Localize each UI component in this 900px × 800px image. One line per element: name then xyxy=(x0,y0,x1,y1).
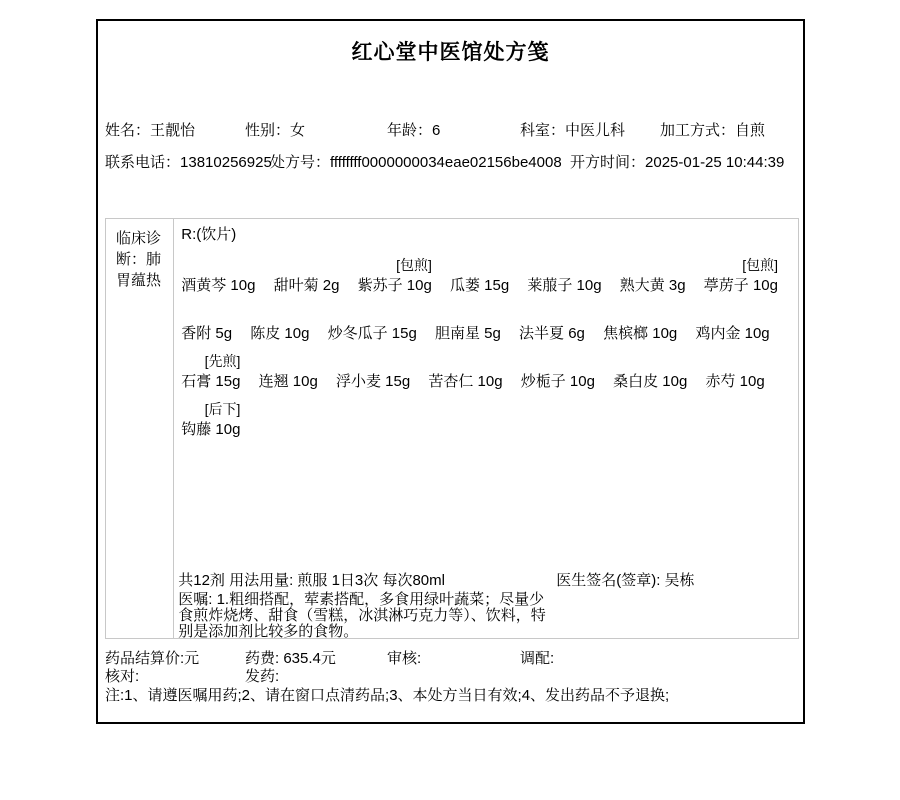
herb-decoction-note xyxy=(521,351,595,371)
herb-item xyxy=(603,303,677,345)
patient-dept-field xyxy=(520,119,625,140)
herb-item xyxy=(181,303,232,345)
herb-item xyxy=(250,303,309,345)
herb-decoction-note xyxy=(620,255,686,275)
herb-name-dose: 炒栀子 10g xyxy=(520,373,595,390)
patient-dept-label: 科室： xyxy=(520,122,566,139)
herb-decoction-note xyxy=(181,303,232,323)
herb-name-dose: 葶苈子 10g xyxy=(703,277,778,294)
patient-dept-value: 中医儿科 xyxy=(565,122,626,139)
check-field: 核对: xyxy=(105,668,140,685)
herb-name-dose: 赤芍 10g xyxy=(705,373,765,390)
diagnosis-label: 临床诊断： xyxy=(116,230,162,268)
herb-decoction-note xyxy=(435,303,501,323)
herb-item xyxy=(521,351,595,393)
prescription-body xyxy=(174,219,798,638)
herb-item xyxy=(527,255,601,297)
herb-decoction-note: [后下] xyxy=(204,401,241,417)
herb-decoction-note xyxy=(603,303,677,323)
patient-age-field xyxy=(387,119,440,140)
herb-row xyxy=(181,399,792,441)
herb-item xyxy=(181,399,240,441)
herb-decoction-note xyxy=(274,255,340,275)
herb-name-dose: 浮小麦 15g xyxy=(335,373,411,390)
settlement-price: 药品结算价:元 xyxy=(105,650,200,667)
herb-item xyxy=(695,303,769,345)
herb-decoction-note xyxy=(695,303,769,323)
patient-name-value: 王靓怡 xyxy=(150,122,196,139)
herb-decoction-note xyxy=(428,351,502,371)
herb-name-dose: 熟大黄 3g xyxy=(619,277,686,294)
herb-name-dose: 炒冬瓜子 15g xyxy=(327,325,417,342)
herb-name-dose: 鸡内金 10g xyxy=(695,325,770,342)
prescription-time-field xyxy=(570,151,784,172)
prescription-footer-block xyxy=(178,572,794,640)
herb-name-dose: 酒黄芩 10g xyxy=(181,277,256,294)
patient-phone-label: 联系电话： xyxy=(105,154,181,171)
herb-decoction-note xyxy=(705,351,764,371)
prescription-number-field xyxy=(270,151,562,172)
herb-name-dose: 紫苏子 10g xyxy=(357,277,432,294)
herb-decoction-note xyxy=(259,351,318,371)
herb-item xyxy=(336,351,410,393)
dispense-field: 发药: xyxy=(245,668,280,685)
prepare-field: 调配: xyxy=(520,650,555,667)
prescription-sheet xyxy=(96,19,805,724)
herb-item xyxy=(181,351,240,393)
herb-item xyxy=(450,255,509,297)
herb-item xyxy=(519,303,585,345)
herb-decoction-note xyxy=(450,255,509,275)
patient-age-label: 年龄： xyxy=(387,122,433,139)
herb-name-dose: 陈皮 10g xyxy=(250,325,310,342)
medicine-fee: 药费: 635.4元 xyxy=(245,650,336,667)
patient-gender-field xyxy=(245,119,305,140)
doctor-signature: 医生签名(签章): 吴栋 xyxy=(556,572,695,589)
herb-item xyxy=(704,255,778,297)
rx-header: R:(饮片) xyxy=(181,226,237,243)
herb-item xyxy=(435,303,501,345)
herb-item xyxy=(259,351,318,393)
prescription-time-value: 2025-01-25 10:44:39 xyxy=(645,154,785,171)
herb-decoction-note xyxy=(336,351,410,371)
herb-name-dose: 桑白皮 10g xyxy=(613,373,688,390)
herb-item xyxy=(358,255,432,297)
patient-name-field xyxy=(105,119,195,140)
herb-name-dose: 胆南星 5g xyxy=(435,325,501,342)
herb-decoction-note: [包煎] xyxy=(742,257,778,273)
patient-gender-value: 女 xyxy=(290,122,306,139)
herb-item xyxy=(613,351,687,393)
herb-item xyxy=(620,255,686,297)
herb-item xyxy=(274,255,340,297)
herb-name-dose: 连翘 10g xyxy=(258,373,318,390)
herb-name-dose: 甜叶菊 2g xyxy=(273,277,340,294)
herb-name-dose: 香附 5g xyxy=(181,325,233,342)
clinical-diagnosis xyxy=(106,219,174,638)
patient-name-label: 姓名： xyxy=(105,122,151,139)
herb-item xyxy=(328,303,417,345)
patient-phone-field xyxy=(105,151,272,172)
herb-name-dose: 瓜蒌 15g xyxy=(450,277,510,294)
herb-name-dose: 法半夏 6g xyxy=(519,325,585,342)
prescription-box xyxy=(105,218,799,639)
herb-name-dose: 石膏 15g xyxy=(181,373,241,390)
herb-decoction-note xyxy=(328,303,417,323)
patient-phone-value: 13810256925 xyxy=(180,154,272,171)
herb-decoction-note xyxy=(181,255,255,275)
prescription-time-label: 开方时间： xyxy=(570,154,646,171)
herb-decoction-note xyxy=(613,351,687,371)
prescription-number-label: 处方号： xyxy=(270,154,331,171)
herb-row xyxy=(181,255,792,297)
page-title: 红心堂中医馆处方笺 xyxy=(351,41,550,64)
herb-item xyxy=(428,351,502,393)
prescription-number-value: ffffffff0000000034eae02156be4008 xyxy=(330,154,562,171)
herb-row xyxy=(181,351,792,393)
footer-note: 注:1、请遵医嘱用药;2、请在窗口点清药品;3、本处方当日有效;4、发出药品不予退换; xyxy=(105,687,670,704)
herb-decoction-note xyxy=(527,255,601,275)
patient-age-value: 6 xyxy=(432,122,441,139)
patient-gender-label: 性别： xyxy=(245,122,291,139)
herb-item xyxy=(705,351,764,393)
dosage-usage: 共12剂 用法用量: 煎服 1日3次 每次80ml xyxy=(178,572,445,589)
herb-row xyxy=(181,303,792,345)
doctor-advice: 医嘱: 1.粗细搭配，荤素搭配，多食用绿叶蔬菜；尽量少食煎炸烧烤、甜食（雪糕，冰淇淋巧克力等）、饮料，特别是添加剂比较多的食物。 xyxy=(178,591,546,640)
review-field: 审核: xyxy=(387,650,422,667)
herb-name-dose: 焦槟榔 10g xyxy=(603,325,678,342)
usage-advice-block xyxy=(178,572,556,640)
herb-name-dose: 钩藤 10g xyxy=(181,421,241,438)
herb-name-dose: 苦杏仁 10g xyxy=(428,373,503,390)
processing-method-field xyxy=(660,119,765,140)
processing-method-label: 加工方式： xyxy=(660,122,736,139)
herb-decoction-note: [包煎] xyxy=(396,257,432,273)
herb-item xyxy=(181,255,255,297)
diagnosis-value: 肺胃蕴热 xyxy=(116,251,162,289)
herb-decoction-note xyxy=(519,303,585,323)
processing-method-value: 自煎 xyxy=(735,122,766,139)
herb-name-dose: 莱菔子 10g xyxy=(527,277,602,294)
herb-decoction-note xyxy=(250,303,309,323)
herb-decoction-note: [先煎] xyxy=(204,353,241,369)
